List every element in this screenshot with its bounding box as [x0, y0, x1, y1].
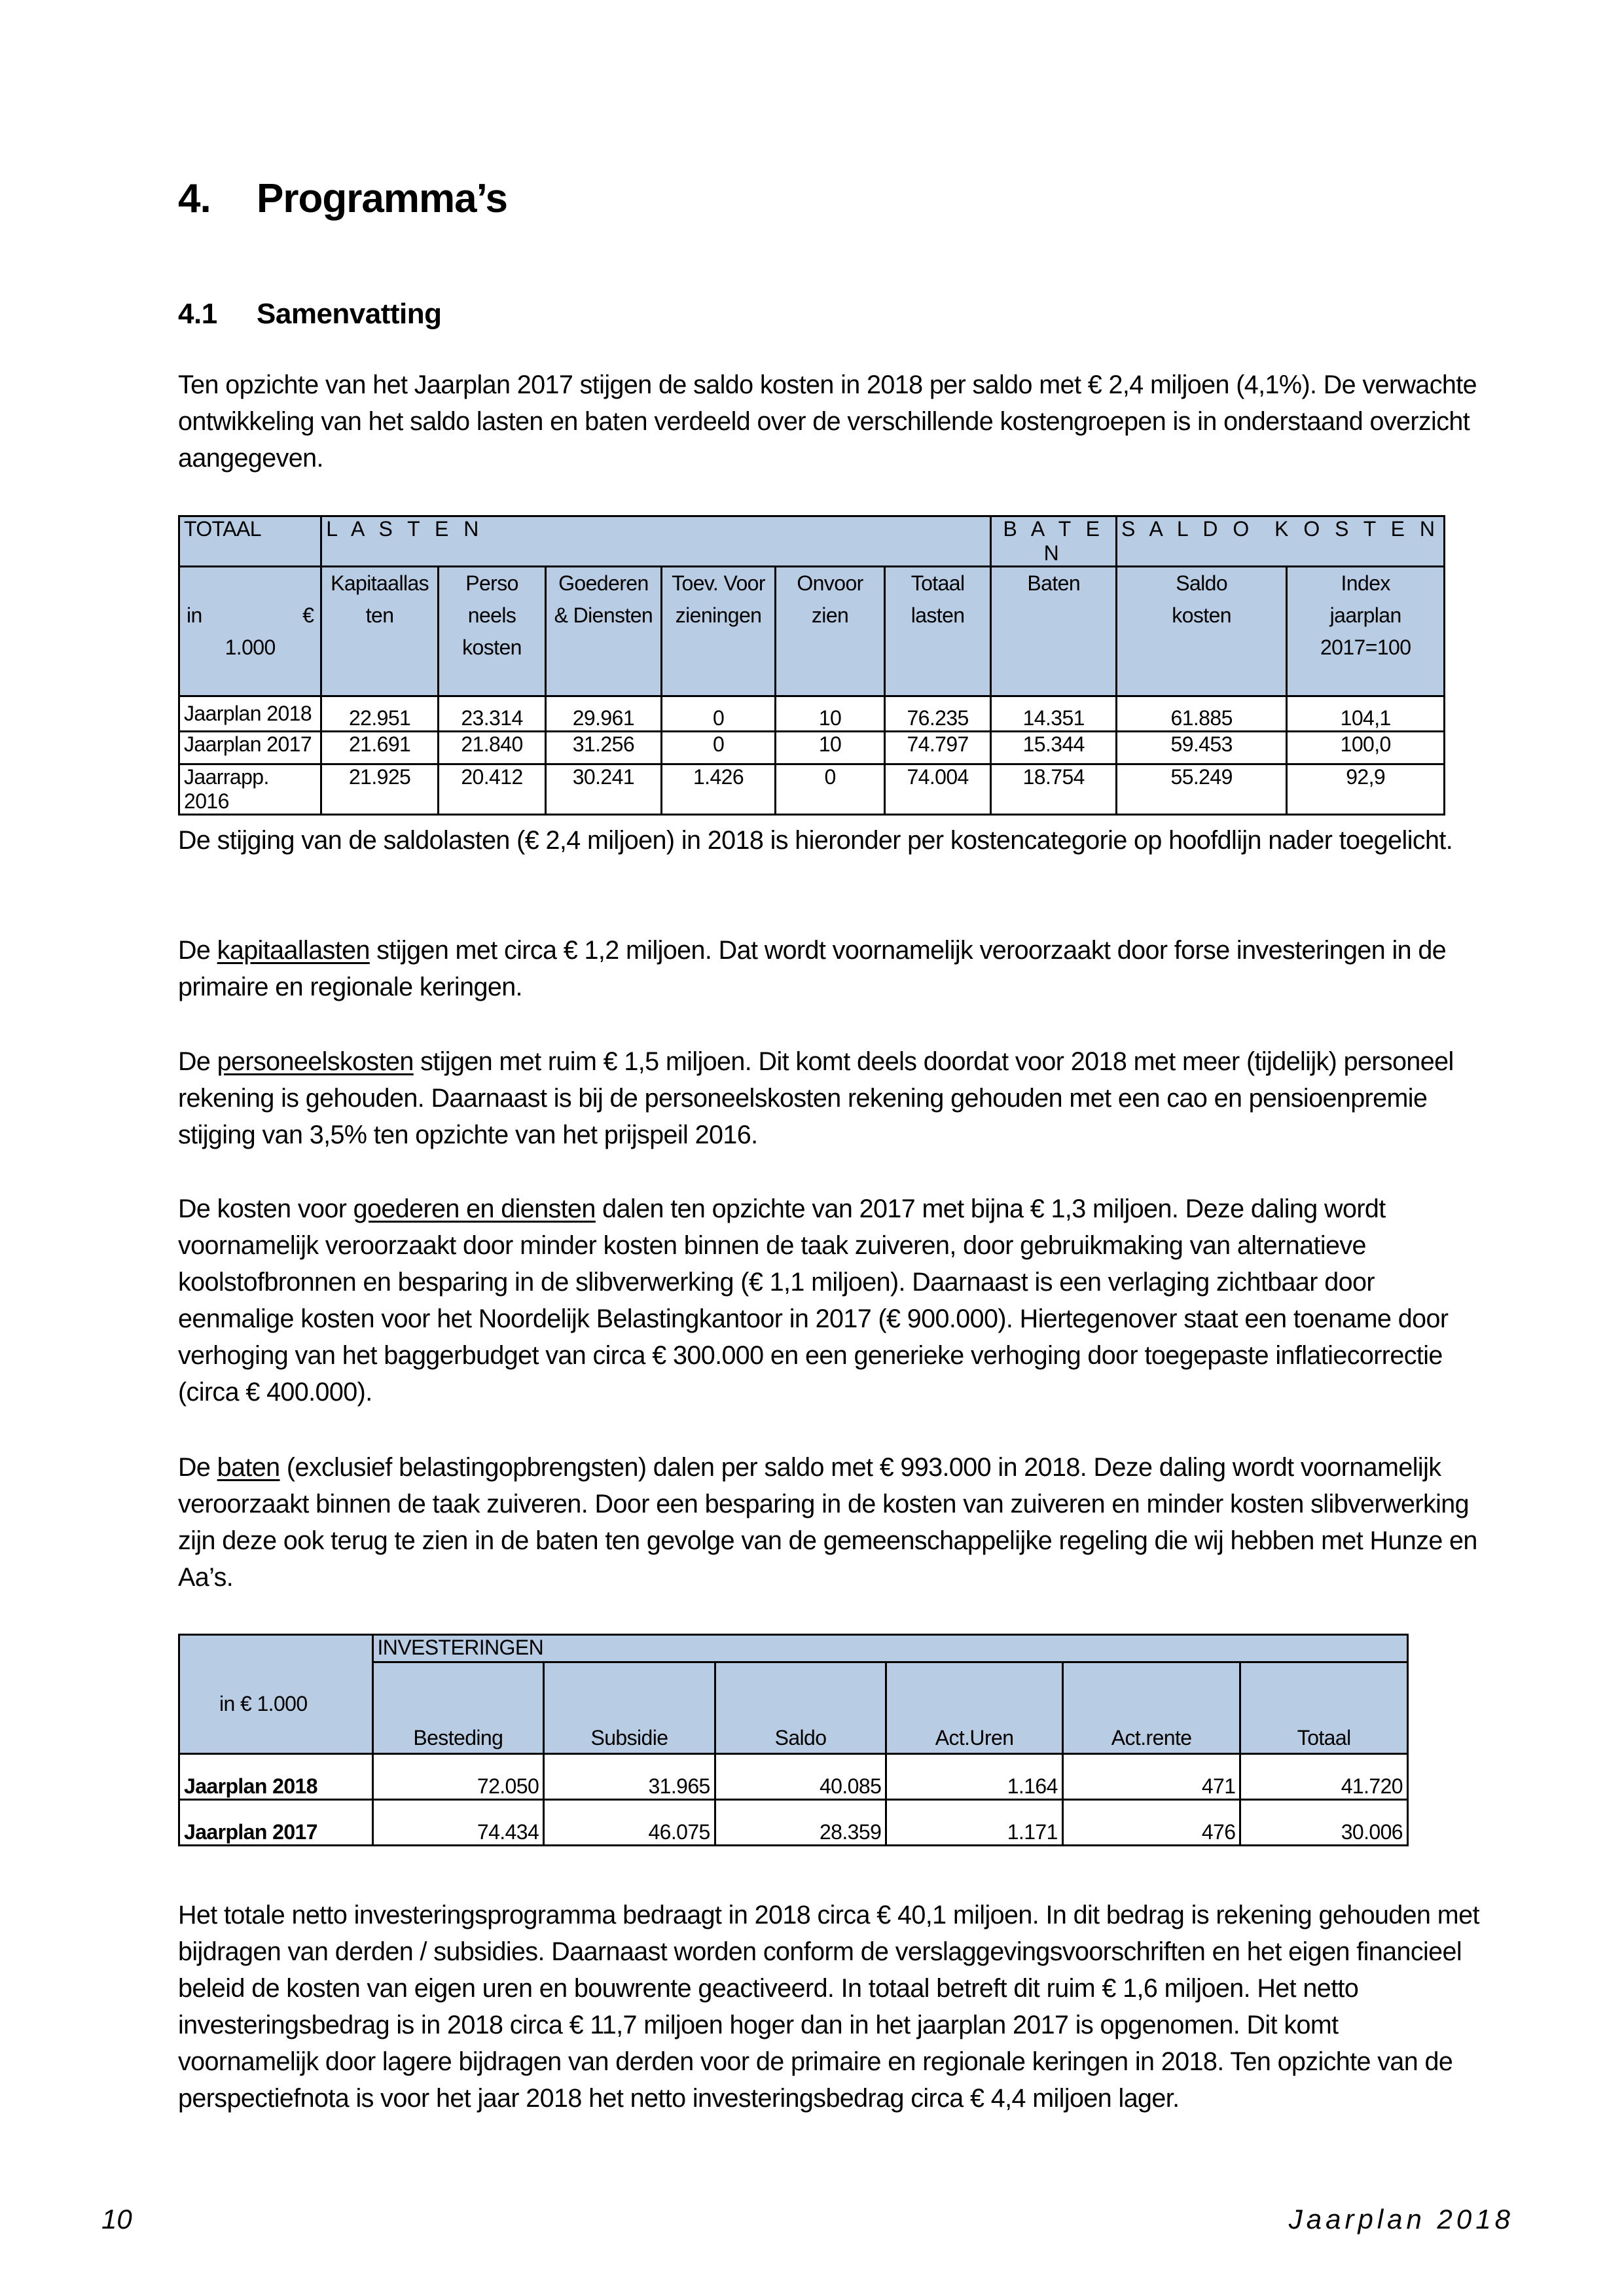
cell: 100,0 — [1287, 732, 1445, 764]
col-header-goederen-diensten: Goederen & Diensten — [546, 567, 662, 696]
cell: 41.720 — [1240, 1754, 1408, 1800]
paragraph-baten: De baten (exclusief belastingopbrengsten) dalen per saldo met € 993.000 in 2018. Deze daling wordt voornamelijk veroorzaakt binnen de taak zuiveren. Door een besparing in de kosten van zuiveren en minder kosten slibverwerking zijn deze ook terug te zien in de baten ten gevolge van de gemeenschappelijke regeling die wij hebben met Hunze en Aa’s. — [178, 1453, 1477, 1592]
paragraph-goederen-diensten: De kosten voor goederen en diensten dalen ten opzichte van 2017 met bijna € 1,3 miljoen. Deze daling wordt voornamelijk veroorzaakt door minder kosten binnen de taak zuiveren, door gebruikmaking van alternatieve koolstofbronnen en besparing in de slibverwerking (€ 1,1 miljoen). Daarnaast is een verlaging zichtbaar door eenmalige kosten voor het Noordelijk Belastingkantoor in 2017 (€ 900.000). Hiertegenover staat een toename door verhoging van het baggerbudget van circa € 300.000 en een generieke verhoging door toegepaste inflatiecorrectie (circa € 400.000). — [178, 1194, 1449, 1407]
cell: 23.314 — [438, 696, 545, 732]
table2-group-investeringen: INVESTERINGEN — [372, 1635, 1407, 1662]
cell: 31.965 — [544, 1754, 715, 1800]
chapter-number: 4. — [178, 176, 211, 221]
cell: 20.412 — [438, 764, 545, 815]
summary-table — [178, 515, 1445, 816]
cell: 471 — [1062, 1754, 1240, 1800]
paragraph-kapitaallasten: De kapitaallasten stijgen met circa € 1,2 miljoen. Dat wordt voornamelijk veroorzaakt door forse investeringen in de primaire en regionale keringen. — [178, 936, 1447, 1001]
cell: 0 — [776, 764, 884, 815]
page-number: 10 — [101, 2204, 132, 2234]
paragraph-saldolasten: De stijging van de saldolasten (€ 2,4 miljoen) in 2018 is hieronder per kostencategorie op hoofdlijn nader toegelicht. — [178, 826, 1453, 855]
cell: 74.004 — [884, 764, 991, 815]
cell: 59.453 — [1116, 732, 1286, 764]
cell: 10 — [776, 732, 884, 764]
row-label: Jaarrapp. 2016 — [179, 764, 321, 815]
section-number: 4.1 — [178, 298, 217, 330]
cell: 21.840 — [438, 732, 545, 764]
cell: 46.075 — [544, 1800, 715, 1846]
investments-table — [178, 1634, 1409, 1846]
col-header-totaal: Totaal — [1240, 1662, 1408, 1754]
table1-group-lasten: L A S T E N — [321, 516, 991, 567]
cell: 0 — [661, 696, 776, 732]
cell: 72.050 — [372, 1754, 544, 1800]
cell: 1.171 — [886, 1800, 1063, 1846]
table1-corner-top: TOTAAL — [179, 516, 321, 567]
col-header-toev-voorzieningen: Toev. Voor zieningen — [661, 567, 776, 696]
cell: 0 — [661, 732, 776, 764]
chapter-title: Programma’s — [257, 176, 507, 221]
corner-unit: 1.000 — [225, 636, 276, 659]
cell: 476 — [1062, 1800, 1240, 1846]
cell: 22.951 — [321, 696, 439, 732]
row-label: Jaarplan 2017 — [179, 732, 321, 764]
table-row — [179, 1800, 1408, 1846]
col-header-act-rente: Act.rente — [1062, 1662, 1240, 1754]
col-header-act-uren: Act.Uren — [886, 1662, 1063, 1754]
cell: 104,1 — [1287, 696, 1445, 732]
col-header-personeelskosten: Perso neels kosten — [438, 567, 545, 696]
row-label: Jaarplan 2017 — [179, 1800, 373, 1846]
table-row — [179, 764, 1445, 815]
cell: 30.241 — [546, 764, 662, 815]
col-header-subsidie: Subsidie — [544, 1662, 715, 1754]
cell: 15.344 — [991, 732, 1116, 764]
cell: 1.164 — [886, 1754, 1063, 1800]
row-label: Jaarplan 2018 — [179, 696, 321, 732]
cell: 74.434 — [372, 1800, 544, 1846]
row-label: Jaarplan 2018 — [179, 1754, 373, 1800]
cell: 76.235 — [884, 696, 991, 732]
table2-corner: in € 1.000 — [179, 1635, 373, 1754]
cell: 10 — [776, 696, 884, 732]
table-row — [179, 1754, 1408, 1800]
cell: 21.691 — [321, 732, 439, 764]
cell: 18.754 — [991, 764, 1116, 815]
table-row — [179, 696, 1445, 732]
intro-paragraph: Ten opzichte van het Jaarplan 2017 stijgen de saldo kosten in 2018 per saldo met € 2,4 miljoen (4,1%). De verwachte ontwikkeling van het saldo lasten en baten verdeeld over de verschillende kostengroepen is in onderstaand overzicht aangegeven. — [178, 370, 1477, 473]
table1-group-baten: B A T E N — [991, 516, 1116, 567]
col-header-saldo-kosten: Saldo kosten — [1116, 567, 1286, 696]
section-heading — [178, 298, 442, 331]
cell: 31.256 — [546, 732, 662, 764]
cell: 21.925 — [321, 764, 439, 815]
cell: 30.006 — [1240, 1800, 1408, 1846]
col-header-besteding: Besteding — [372, 1662, 544, 1754]
cell: 29.961 — [546, 696, 662, 732]
col-header-saldo: Saldo — [715, 1662, 886, 1754]
cell: 74.797 — [884, 732, 991, 764]
paragraph-investeringsprogramma: Het totale netto investeringsprogramma bedraagt in 2018 circa € 40,1 miljoen. In dit bedrag is rekening gehouden met bijdragen van derden / subsidies. Daarnaast worden conform de verslaggevingsvoorschriften en het eigen financieel beleid de kosten van eigen uren en bouwrente geactiveerd. In totaal betreft dit ruim € 1,6 miljoen. Het netto investeringsbedrag is in 2018 circa € 11,7 miljoen hoger dan in het jaarplan 2017 is opgenomen. Dit komt voornamelijk door lagere bijdragen van derden voor de primaire en regionale keringen in 2018. Ten opzichte van de perspectiefnota is voor het jaar 2018 het netto investeringsbedrag circa € 4,4 miljoen lager. — [178, 1901, 1479, 2113]
cell: 92,9 — [1287, 764, 1445, 815]
footer-document-title: Jaarplan 2018 — [1288, 2204, 1514, 2234]
chapter-heading — [178, 175, 507, 222]
col-header-onvoorzien: Onvoor zien — [776, 567, 884, 696]
corner-in: in — [187, 603, 202, 627]
cell: 1.426 — [661, 764, 776, 815]
col-header-totaal-lasten: Totaal lasten — [884, 567, 991, 696]
corner-euro: € — [302, 603, 314, 627]
cell: 61.885 — [1116, 696, 1286, 732]
col-header-index: Index jaarplan 2017=100 — [1287, 567, 1445, 696]
cell: 55.249 — [1116, 764, 1286, 815]
cell: 14.351 — [991, 696, 1116, 732]
table-row — [179, 732, 1445, 764]
table1-corner-unit — [179, 567, 321, 696]
table1-group-saldo: S A L D O K O S T E N — [1116, 516, 1444, 567]
cell: 28.359 — [715, 1800, 886, 1846]
col-header-kapitaallasten: Kapitaallas ten — [321, 567, 439, 696]
paragraph-personeelskosten: De personeelskosten stijgen met ruim € 1,5 miljoen. Dit komt deels doordat voor 2018 met meer (tijdelijk) personeel rekening is gehouden. Daarnaast is bij de personeelskosten rekening gehouden met een cao en pensioenpremie stijging van 3,5% ten opzichte van het prijspeil 2016. — [178, 1047, 1454, 1149]
col-header-baten: Baten — [991, 567, 1116, 696]
cell: 40.085 — [715, 1754, 886, 1800]
section-title: Samenvatting — [257, 298, 442, 330]
